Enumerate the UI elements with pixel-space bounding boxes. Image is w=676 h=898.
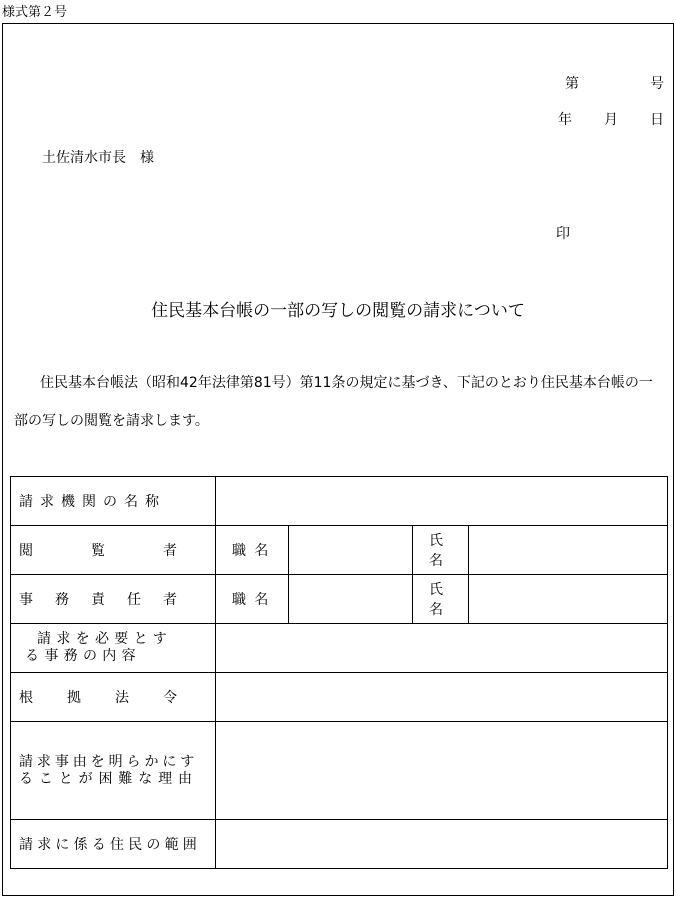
label-viewer-char: 者 — [163, 543, 177, 559]
label-viewer-char: 覧 — [91, 543, 105, 559]
label-officer-job-title: 職名 — [216, 575, 289, 624]
label-difficulty-line-2: ることが困難な理由 — [19, 770, 198, 787]
label-viewer-job-title: 職名 — [216, 526, 289, 575]
field-agency-name[interactable] — [216, 477, 668, 526]
seal-mark: 印 — [556, 226, 570, 242]
field-purpose[interactable] — [216, 624, 668, 673]
label-officer — [11, 575, 216, 624]
label-viewer-name: 氏名 — [413, 526, 469, 575]
field-viewer-name[interactable] — [469, 526, 668, 575]
document-number-gou: 号 — [650, 76, 664, 92]
document-number-dai: 第 — [565, 76, 579, 92]
request-table — [10, 476, 668, 869]
label-purpose — [11, 624, 216, 673]
body-text-line-2: 部の写しの閲覧を請求します。 — [14, 413, 209, 429]
label-legal-basis-char: 根 — [19, 690, 33, 706]
label-legal-basis-char: 令 — [163, 690, 177, 706]
label-officer-name: 氏名 — [413, 575, 469, 624]
label-officer-char: 者 — [163, 592, 177, 608]
label-agency-name: 請求機関の名称 — [11, 477, 216, 526]
label-viewer-char: 閲 — [19, 543, 33, 559]
field-officer-job-title[interactable] — [289, 575, 413, 624]
field-difficulty-reason[interactable] — [216, 722, 668, 820]
label-viewer — [11, 526, 216, 575]
label-legal-basis — [11, 673, 216, 722]
label-difficulty-line-1: 請求事由を明らかにす — [19, 753, 199, 770]
label-officer-char: 責 — [91, 592, 105, 608]
form-number: 様式第２号 — [2, 5, 68, 20]
body-text-line-1: 住民基本台帳法（昭和42年法律第81号）第11条の規定に基づき、下記のとおり住民基本台帳の一 — [40, 375, 653, 391]
date-day: 日 — [650, 112, 664, 128]
label-officer-char: 任 — [127, 592, 141, 608]
label-officer-char: 務 — [55, 592, 69, 608]
label-legal-basis-char: 法 — [115, 690, 129, 706]
label-legal-basis-char: 拠 — [67, 690, 81, 706]
label-resident-scope: 請求に係る住民の範囲 — [11, 820, 216, 869]
date-year: 年 — [558, 112, 572, 128]
addressee: 土佐清水市長 様 — [42, 150, 154, 166]
document-title: 住民基本台帳の一部の写しの閲覧の請求について — [151, 301, 525, 321]
field-viewer-job-title[interactable] — [289, 526, 413, 575]
label-officer-char: 事 — [19, 592, 33, 608]
label-difficulty-reason — [11, 722, 216, 820]
label-purpose-line-1: 請求を必要とす — [37, 631, 173, 647]
field-resident-scope[interactable] — [216, 820, 668, 869]
field-legal-basis[interactable] — [216, 673, 668, 722]
field-officer-name[interactable] — [469, 575, 668, 624]
date-month: 月 — [604, 112, 618, 128]
label-purpose-line-2: る事務の内容 — [25, 648, 141, 664]
